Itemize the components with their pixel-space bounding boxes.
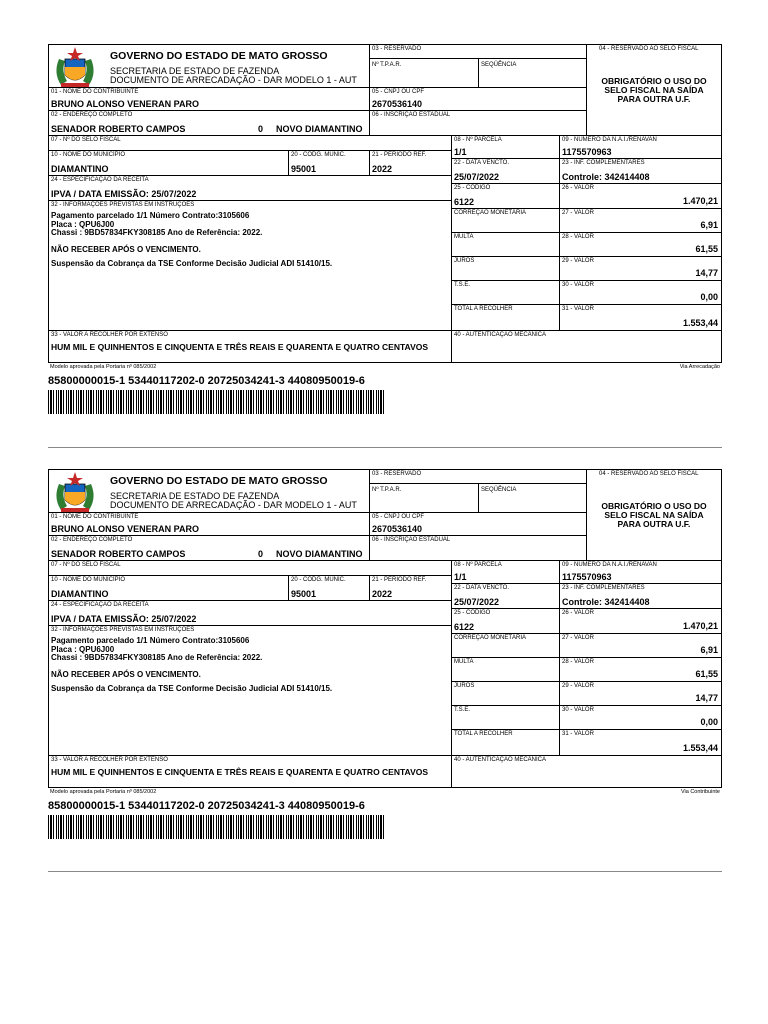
field-03: 03 - RESERVADO [369, 44, 587, 59]
field-28-valor: 28 - VALOR 61,55 [559, 232, 722, 257]
secretaria-text: SECRETARIA DE ESTADO DE FAZENDA DOCUMENTO DE ARRECADAÇÃO - DAR MODELO 1 - AUT [110, 491, 357, 510]
gov-title: GOVERNO DO ESTADO DE MATO GROSSO [110, 50, 328, 62]
field-21-periodo: 21 - PERIODO REF. 2022 [369, 150, 452, 176]
field-30-valor: 30 - VALOR 0,00 [559, 280, 722, 305]
barcode [48, 815, 384, 839]
instrucoes-text: Pagamento parcelado 1/1 Número Contrato:3105606 Placa : QPU6J00 Chassi : 9BD57834FKY308185 Ano de Referência: 2022. NÃO RECEBER APÓS O VENCIMENTO. Suspensão da Cobrança da TSE Conforme Decisão Judicial ADI 51410/15. [51, 636, 333, 693]
field-33-extenso: 33 - VALOR A RECOLHER POR EXTENSO HUM MIL E QUINHENTOS E CINQUENTA E TRÊS REAIS E QUARENTA E QUATRO CENTAVOS [48, 755, 452, 788]
field-sequencia: SEQÜÊNCIA [478, 58, 587, 88]
field-30-valor: 30 - VALOR 0,00 [559, 705, 722, 730]
field-29-valor: 29 - VALOR 14,77 [559, 681, 722, 706]
field-26-valor: 26 - VALOR 1.470,21 [559, 608, 722, 634]
field-31-valor: 31 - VALOR 1.553,44 [559, 729, 722, 756]
field-07-selo: 07 - Nº DO SELO FISCAL [48, 135, 452, 151]
field-06-inscricao: 06 - INSCRIÇÃO ESTADUAL [369, 110, 587, 136]
field-26-valor: 26 - VALOR 1.470,21 [559, 183, 722, 209]
field-21-periodo: 21 - PERIODO REF. 2022 [369, 575, 452, 601]
field-juros: JUROS [451, 681, 560, 706]
selo-obrigatorio-text: OBRIGATÓRIO O USO DO SELO FISCAL NA SAÍDA PARA OUTRA U.F. [601, 501, 707, 529]
field-09-renavan: 09 - NÚMERO DA N.A.I./RENAVAN 1175570963 [559, 135, 722, 159]
field-40-autenticacao: 40 - AUTENTICAÇÃO MECÂNICA [451, 755, 722, 788]
field-22-vencimento: 22 - DATA VENCTO. 25/07/2022 [451, 158, 560, 184]
linha-digitavel: 85800000015-1 53440117202-0 20725034241-3 44080950019-6 [48, 375, 365, 387]
via-label: Via Arrecadação [679, 364, 720, 370]
field-25-codigo: 25 - CODIGO 6122 [451, 608, 560, 634]
cut-line [48, 871, 722, 872]
modelo-portaria: Modelo aprovada pela Portaria nº 085/2002 [50, 789, 157, 795]
field-05-cpf: 05 - CNPJ OU CPF 2670536140 [369, 512, 587, 536]
field-correcao: CORREÇÃO MONETÁRIA [451, 633, 560, 658]
field-05-cpf: 05 - CNPJ OU CPF 2670536140 [369, 87, 587, 111]
field-40-autenticacao: 40 - AUTENTICAÇÃO MECÂNICA [451, 330, 722, 363]
field-20-cod-munic: 20 - CODG. MUNIC. 95001 [288, 575, 370, 601]
field-01-contribuinte: 01 - NOME DO CONTRIBUINTE BRUNO ALONSO VENERAN PARO [48, 87, 370, 111]
field-02-endereco: 02 - ENDEREÇO COMPLETO SENADOR ROBERTO CAMPOS 0 NOVO DIAMANTINO [48, 110, 370, 136]
modelo-portaria: Modelo aprovada pela Portaria nº 085/2002 [50, 364, 157, 370]
field-08-parcela: 08 - Nº PARCELA 1/1 [451, 135, 560, 159]
field-08-parcela: 08 - Nº PARCELA 1/1 [451, 560, 560, 584]
linha-digitavel: 85800000015-1 53440117202-0 20725034241-3 44080950019-6 [48, 800, 365, 812]
field-sequencia: SEQÜÊNCIA [478, 483, 587, 513]
field-32-instrucoes: 32 - INFORMAÇÕES PREVISTAS EM INSTRUÇÕES Pagamento parcelado 1/1 Número Contrato:3105606 Placa : QPU6J00 Chassi : 9BD57834FKY308185 Ano de Referência: 2022. NÃO RECEBER APÓS O VENCIMENTO. Suspensão da Cobrança da TSE Conforme Decisão Judicial ADI 51410/15. [48, 625, 452, 756]
field-32-instrucoes: 32 - INFORMAÇÕES PREVISTAS EM INSTRUÇÕES Pagamento parcelado 1/1 Número Contrato:3105606 Placa : QPU6J00 Chassi : 9BD57834FKY308185 Ano de Referência: 2022. NÃO RECEBER APÓS O VENCIMENTO. Suspensão da Cobrança da TSE Conforme Decisão Judicial ADI 51410/15. [48, 200, 452, 331]
gov-title: GOVERNO DO ESTADO DE MATO GROSSO [110, 475, 328, 487]
field-20-cod-munic: 20 - CODG. MUNIC. 95001 [288, 150, 370, 176]
field-09-renavan: 09 - NÚMERO DA N.A.I./RENAVAN 1175570963 [559, 560, 722, 584]
cut-line [48, 447, 722, 448]
field-06-inscricao: 06 - INSCRIÇÃO ESTADUAL [369, 535, 587, 561]
field-03: 03 - RESERVADO [369, 469, 587, 484]
field-23-complementares: 23 - INF. COMPLEMENTARES Controle: 342414408 [559, 158, 722, 184]
field-multa: MULTA [451, 232, 560, 257]
field-10-municipio: 10 - NOME DO MUNICÍPIO DIAMANTINO [48, 575, 289, 601]
field-total: TOTAL A RECOLHER [451, 729, 560, 756]
field-tse: T.S.E. [451, 280, 560, 305]
field-04-selo: 04 - RESERVADO AO SELO FISCAL OBRIGATÓRIO O USO DO SELO FISCAL NA SAÍDA PARA OUTRA U.F. [586, 44, 722, 138]
barcode [48, 390, 384, 414]
field-28-valor: 28 - VALOR 61,55 [559, 657, 722, 682]
secretaria-text: SECRETARIA DE ESTADO DE FAZENDA DOCUMENTO DE ARRECADAÇÃO - DAR MODELO 1 - AUT [110, 66, 357, 85]
field-33-extenso: 33 - VALOR A RECOLHER POR EXTENSO HUM MIL E QUINHENTOS E CINQUENTA E TRÊS REAIS E QUARENTA E QUATRO CENTAVOS [48, 330, 452, 363]
field-07-selo: 07 - Nº DO SELO FISCAL [48, 560, 452, 576]
field-02-endereco: 02 - ENDEREÇO COMPLETO SENADOR ROBERTO CAMPOS 0 NOVO DIAMANTINO [48, 535, 370, 561]
field-tpar: Nº T.P.A.R. [369, 483, 479, 513]
field-22-vencimento: 22 - DATA VENCTO. 25/07/2022 [451, 583, 560, 609]
dar-copy-contribuinte [0, 467, 768, 891]
header-box [48, 469, 370, 513]
field-29-valor: 29 - VALOR 14,77 [559, 256, 722, 281]
field-tse: T.S.E. [451, 705, 560, 730]
field-24-receita: 24 - ESPECIFICAÇÃO DA RECEITA IPVA / DATA EMISSÃO: 25/07/2022 [48, 600, 452, 626]
field-24-receita: 24 - ESPECIFICAÇÃO DA RECEITA IPVA / DATA EMISSÃO: 25/07/2022 [48, 175, 452, 201]
field-01-contribuinte: 01 - NOME DO CONTRIBUINTE BRUNO ALONSO VENERAN PARO [48, 512, 370, 536]
field-27-valor: 27 - VALOR 6,91 [559, 208, 722, 233]
selo-obrigatorio-text: OBRIGATÓRIO O USO DO SELO FISCAL NA SAÍDA PARA OUTRA U.F. [601, 76, 707, 104]
state-crest-icon [51, 45, 99, 91]
via-label: Via Contribuinte [680, 789, 720, 795]
field-multa: MULTA [451, 657, 560, 682]
dar-copy-arrecadacao [0, 42, 768, 466]
field-27-valor: 27 - VALOR 6,91 [559, 633, 722, 658]
field-04-selo: 04 - RESERVADO AO SELO FISCAL OBRIGATÓRIO O USO DO SELO FISCAL NA SAÍDA PARA OUTRA U.F. [586, 469, 722, 563]
field-23-complementares: 23 - INF. COMPLEMENTARES Controle: 342414408 [559, 583, 722, 609]
instrucoes-text: Pagamento parcelado 1/1 Número Contrato:3105606 Placa : QPU6J00 Chassi : 9BD57834FKY308185 Ano de Referência: 2022. NÃO RECEBER APÓS O VENCIMENTO. Suspensão da Cobrança da TSE Conforme Decisão Judicial ADI 51410/15. [51, 211, 333, 268]
field-total: TOTAL A RECOLHER [451, 304, 560, 331]
field-25-codigo: 25 - CODIGO 6122 [451, 183, 560, 209]
header-box [48, 44, 370, 88]
field-tpar: Nº T.P.A.R. [369, 58, 479, 88]
field-31-valor: 31 - VALOR 1.553,44 [559, 304, 722, 331]
field-correcao: CORREÇÃO MONETÁRIA [451, 208, 560, 233]
field-10-municipio: 10 - NOME DO MUNICÍPIO DIAMANTINO [48, 150, 289, 176]
state-crest-icon [51, 470, 99, 516]
field-juros: JUROS [451, 256, 560, 281]
